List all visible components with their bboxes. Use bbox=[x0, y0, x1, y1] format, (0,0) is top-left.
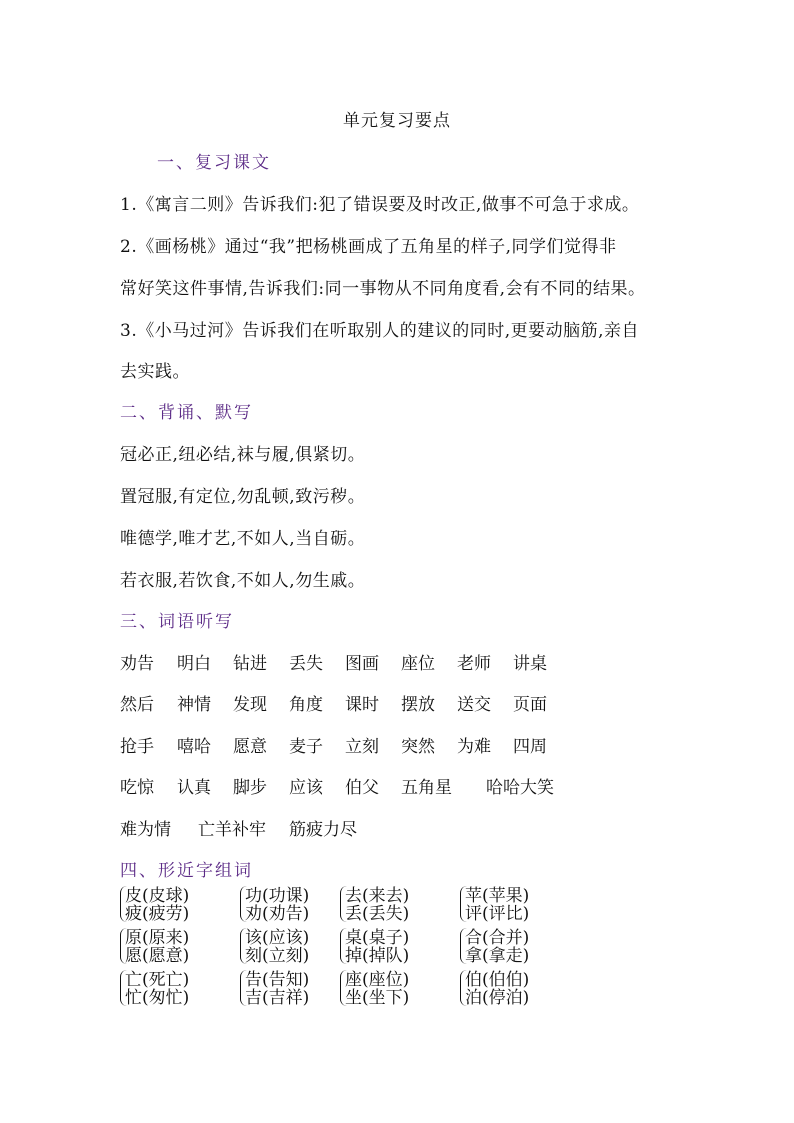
char-word: 功(功课) bbox=[245, 886, 310, 906]
char-word: 劝(劝告) bbox=[245, 904, 310, 924]
char-word: 愿(愿意) bbox=[125, 946, 190, 966]
recite-line: 若衣服,若饮食,不如人,勿生戚。 bbox=[120, 571, 366, 591]
word: 讲桌 bbox=[513, 654, 547, 674]
char-word: 掉(掉队) bbox=[345, 946, 410, 966]
char-word: 合(合并) bbox=[465, 928, 530, 948]
recite-line: 置冠服,有定位,勿乱顿,致污秽。 bbox=[120, 487, 366, 507]
word: 脚步 bbox=[233, 778, 267, 798]
word: 送交 bbox=[457, 695, 491, 715]
word: 麦子 bbox=[289, 737, 323, 757]
section-heading-similar-chars: 四、形近字组词 bbox=[120, 861, 253, 881]
section-heading-dictation: 三、词语听写 bbox=[120, 612, 234, 632]
text-line: 2.《画杨桃》通过“我”把杨桃画成了五角星的样子,同学们觉得非 bbox=[120, 237, 617, 257]
word: 发现 bbox=[233, 695, 267, 715]
word: 愿意 bbox=[233, 737, 267, 757]
char-word: 坐(坐下) bbox=[345, 988, 410, 1008]
word: 劝告 bbox=[120, 654, 154, 674]
char-word: 座(座位) bbox=[345, 970, 410, 990]
char-word: 伯(伯伯) bbox=[465, 970, 530, 990]
recite-line: 冠必正,纽必结,袜与履,俱紧切。 bbox=[120, 445, 366, 465]
word: 丢失 bbox=[289, 654, 323, 674]
word: 角度 bbox=[289, 695, 323, 715]
word: 认真 bbox=[177, 778, 211, 798]
word: 筋疲力尽 bbox=[289, 820, 357, 840]
recite-line: 唯德学,唯才艺,不如人,当自砺。 bbox=[120, 529, 366, 549]
char-word: 桌(桌子) bbox=[345, 928, 410, 948]
char-word: 刻(立刻) bbox=[245, 946, 310, 966]
char-word: 告(告知) bbox=[245, 970, 310, 990]
char-word: 苹(苹果) bbox=[465, 886, 530, 906]
page-title: 单元复习要点 bbox=[343, 111, 451, 131]
word: 明白 bbox=[177, 654, 211, 674]
word: 课时 bbox=[345, 695, 379, 715]
char-word: 原(原来) bbox=[125, 928, 190, 948]
word: 页面 bbox=[513, 695, 547, 715]
char-word: 拿(拿走) bbox=[465, 946, 530, 966]
word: 五角星 bbox=[401, 778, 452, 798]
word: 神情 bbox=[177, 695, 211, 715]
word: 钻进 bbox=[233, 654, 267, 674]
char-word: 亡(死亡) bbox=[125, 970, 190, 990]
word: 吃惊 bbox=[120, 778, 154, 798]
word: 应该 bbox=[289, 778, 323, 798]
word: 为难 bbox=[457, 737, 491, 757]
word: 伯父 bbox=[345, 778, 379, 798]
word: 然后 bbox=[120, 695, 154, 715]
char-word: 泊(停泊) bbox=[465, 988, 530, 1008]
word: 亡羊补牢 bbox=[198, 820, 266, 840]
char-word: 去(来去) bbox=[345, 886, 410, 906]
char-word: 疲(疲劳) bbox=[125, 904, 190, 924]
char-word: 丢(丢失) bbox=[345, 904, 410, 924]
char-word: 忙(匆忙) bbox=[125, 988, 190, 1008]
text-line: 3.《小马过河》告诉我们在听取别人的建议的同时,更要动脑筋,亲自 bbox=[120, 321, 640, 341]
word: 立刻 bbox=[345, 737, 379, 757]
char-word: 吉(吉祥) bbox=[245, 988, 310, 1008]
text-line: 去实践。 bbox=[120, 362, 190, 382]
char-word: 评(评比) bbox=[465, 904, 530, 924]
word: 座位 bbox=[401, 654, 435, 674]
section-heading-recite: 二、背诵、默写 bbox=[120, 403, 253, 423]
word: 难为情 bbox=[120, 820, 171, 840]
word: 抢手 bbox=[120, 737, 154, 757]
word: 哈哈大笑 bbox=[486, 778, 554, 798]
word: 嘻哈 bbox=[177, 737, 211, 757]
word: 突然 bbox=[401, 737, 435, 757]
word: 图画 bbox=[345, 654, 379, 674]
char-word: 该(应该) bbox=[245, 928, 310, 948]
word: 摆放 bbox=[401, 695, 435, 715]
section-heading-review-texts: 一、复习课文 bbox=[157, 153, 271, 173]
text-line: 1.《寓言二则》告诉我们:犯了错误要及时改正,做事不可急于求成。 bbox=[120, 195, 640, 215]
char-word: 皮(皮球) bbox=[125, 886, 190, 906]
text-line: 常好笑这件事情,告诉我们:同一事物从不同角度看,会有不同的结果。 bbox=[120, 279, 646, 299]
word: 四周 bbox=[513, 737, 547, 757]
word: 老师 bbox=[457, 654, 491, 674]
